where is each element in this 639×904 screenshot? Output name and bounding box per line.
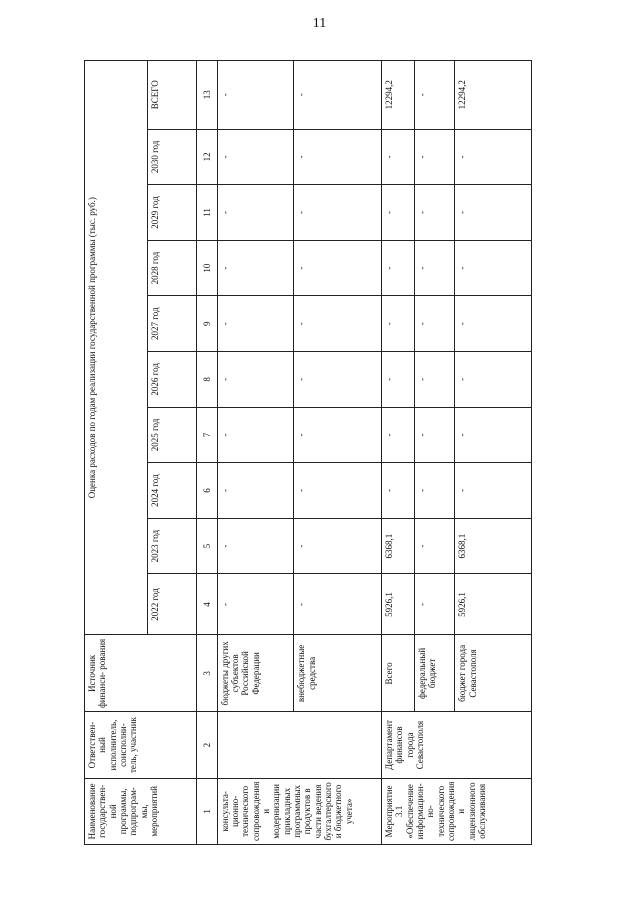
- header-expense-estimate: Оценка расходов по годам реализации государственной программы (тыс. руб.): [85, 61, 148, 635]
- value-cell: -: [294, 61, 382, 130]
- value-cell: 5926,1: [381, 574, 414, 635]
- funding-source-cell: Всего: [381, 635, 414, 712]
- value-cell: 12294,2: [381, 61, 414, 130]
- value-cell: -: [294, 518, 382, 574]
- rotated-table-area: [84, 60, 532, 845]
- budget-table: [84, 60, 532, 845]
- column-number: 10: [197, 240, 217, 296]
- rotated-table: [84, 60, 532, 845]
- value-cell: -: [381, 352, 414, 408]
- column-number: 8: [197, 352, 217, 408]
- header-responsible: Ответствен- ный исполнитель, соисполни- тель, участник: [85, 712, 197, 778]
- funding-source-cell: бюджеты других субъектов Российской Федерации: [217, 635, 294, 712]
- responsible-cell: [217, 712, 381, 778]
- year-2027: 2027 год: [148, 296, 197, 352]
- header-funding-source: Источник финанси- рования: [85, 635, 197, 712]
- value-cell: -: [217, 518, 294, 574]
- value-cell: -: [294, 296, 382, 352]
- column-number: 5: [197, 518, 217, 574]
- value-cell: -: [455, 407, 532, 463]
- column-number: 3: [197, 635, 217, 712]
- value-cell: 6368,1: [381, 518, 414, 574]
- value-cell: -: [414, 240, 455, 296]
- value-cell: -: [294, 240, 382, 296]
- value-cell: -: [217, 463, 294, 519]
- value-cell: -: [455, 296, 532, 352]
- year-2028: 2028 год: [148, 240, 197, 296]
- funding-source-cell: бюджет города Севастополя: [455, 635, 532, 712]
- value-cell: -: [414, 129, 455, 185]
- column-number: 9: [197, 296, 217, 352]
- column-number: 7: [197, 407, 217, 463]
- column-number: 4: [197, 574, 217, 635]
- value-cell: -: [414, 296, 455, 352]
- value-cell: -: [294, 129, 382, 185]
- program-name-cell: консульта- ционно- технического сопровождения и модернизации прикладных программных продуктов в части ведения бухгалтерского и бюджетного учета»: [217, 778, 381, 844]
- value-cell: -: [217, 407, 294, 463]
- year-2029: 2029 год: [148, 185, 197, 241]
- value-cell: -: [217, 61, 294, 130]
- value-cell: -: [414, 518, 455, 574]
- value-cell: -: [294, 185, 382, 241]
- column-number: 11: [197, 185, 217, 241]
- value-cell: -: [414, 463, 455, 519]
- header-row-1: [85, 61, 148, 845]
- value-cell: -: [381, 463, 414, 519]
- value-cell: -: [294, 352, 382, 408]
- value-cell: -: [455, 185, 532, 241]
- value-cell: 5926,1: [455, 574, 532, 635]
- value-cell: -: [217, 185, 294, 241]
- value-cell: -: [217, 240, 294, 296]
- column-number: 12: [197, 129, 217, 185]
- value-cell: -: [294, 463, 382, 519]
- program-name-cell: Мероприятие 3.1 «Обеспечение информацион- но- технического сопровождения и лицензионного обслуживания: [381, 778, 531, 844]
- page-number: 11: [312, 16, 327, 31]
- year-2022: 2022 год: [148, 574, 197, 635]
- year-2030: 2030 год: [148, 129, 197, 185]
- value-cell: -: [455, 129, 532, 185]
- value-cell: -: [455, 463, 532, 519]
- year-2024: 2024 год: [148, 463, 197, 519]
- value-cell: -: [217, 129, 294, 185]
- value-cell: -: [414, 407, 455, 463]
- value-cell: -: [414, 352, 455, 408]
- value-cell: -: [414, 61, 455, 130]
- column-number: 1: [197, 778, 217, 844]
- value-cell: -: [381, 296, 414, 352]
- value-cell: -: [455, 240, 532, 296]
- value-cell: 12294,2: [455, 61, 532, 130]
- header-program-name: Наименование государствен- ной программы, подпрограм- мы, мероприятий: [85, 778, 197, 844]
- year-2023: 2023 год: [148, 518, 197, 574]
- value-cell: -: [217, 296, 294, 352]
- value-cell: -: [381, 407, 414, 463]
- value-cell: -: [294, 574, 382, 635]
- table-row: [217, 61, 294, 845]
- value-cell: -: [381, 129, 414, 185]
- value-cell: -: [414, 185, 455, 241]
- funding-source-cell: федеральный бюджет: [414, 635, 455, 712]
- value-cell: -: [217, 352, 294, 408]
- year-2025: 2025 год: [148, 407, 197, 463]
- value-cell: -: [217, 574, 294, 635]
- value-cell: -: [294, 407, 382, 463]
- column-number: 6: [197, 463, 217, 519]
- column-numbers-row: [197, 61, 217, 845]
- value-cell: -: [414, 574, 455, 635]
- column-number: 2: [197, 712, 217, 778]
- value-cell: 6368,1: [455, 518, 532, 574]
- column-number: 13: [197, 61, 217, 130]
- value-cell: -: [381, 185, 414, 241]
- funding-source-cell: внебюджетные средства: [294, 635, 382, 712]
- value-cell: -: [381, 240, 414, 296]
- year-2026: 2026 год: [148, 352, 197, 408]
- value-cell: -: [455, 352, 532, 408]
- table-row: [381, 61, 414, 845]
- year-total: ВСЕГО: [148, 61, 197, 130]
- responsible-cell: Департамент финансов города Севастополя: [381, 712, 531, 778]
